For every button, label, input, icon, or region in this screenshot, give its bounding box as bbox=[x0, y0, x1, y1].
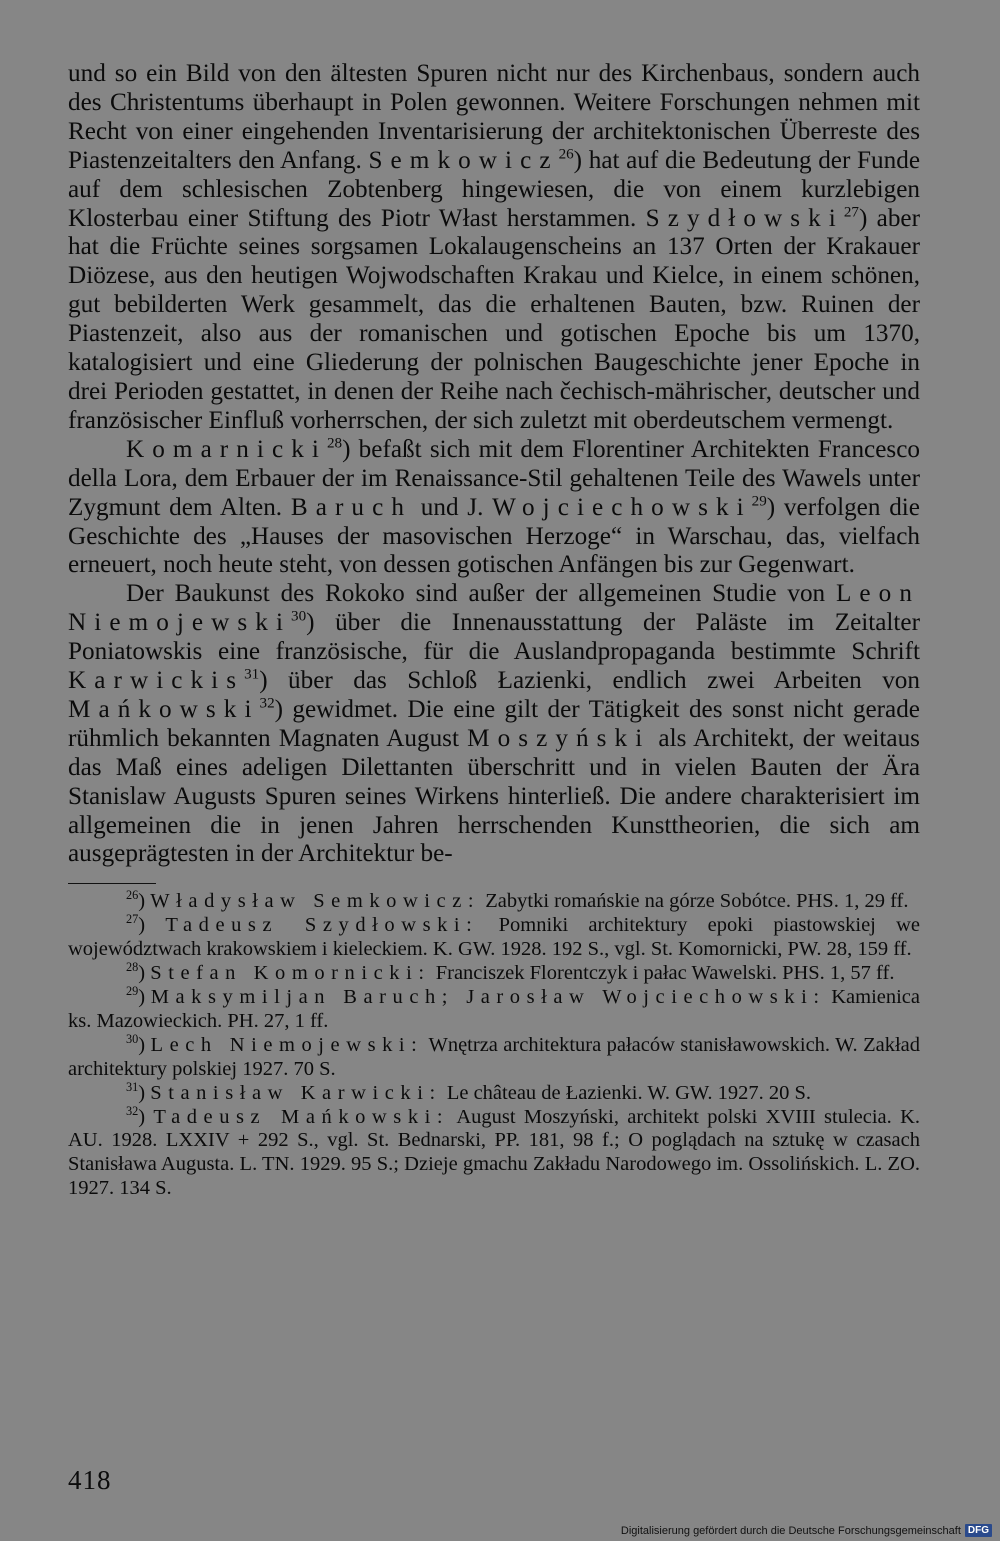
author-name: Tadeusz Mańkowski: bbox=[153, 1105, 450, 1128]
text-run: August Moszyński, architekt polski XVIII stulecia. K. AU. 1928. LXXIV + 292 S., vgl. St. Bednarski, PP. 181, 98 f.; O poglądach na sztukę w czasach Stanisława Augusta. L. TN. 1929. 95 S.; Dzieje gmachu Zakładu Narodowego im. Ossolińskich. L. ZO. 1927. 134 S. bbox=[68, 1105, 920, 1200]
text-run: ) bbox=[138, 986, 151, 1008]
footnote-26 bbox=[68, 890, 920, 914]
text-run: ) über das Schloß Łazienki, endlich zwei Arbeiten von bbox=[259, 667, 920, 695]
text-run: als Architekt, der weitaus das Maß eines adeligen Dilettanten überschritt und in vielen Bauten der Ära Stanislaw Augusts Spuren seines Wirkens hinterließ. Die andere charakterisiert im allgemeinen die in jenen Jahren herrschenden Kunsttheorien, die sich am ausgeprägtesten in der Architektur be- bbox=[68, 724, 920, 868]
page-number: 418 bbox=[68, 1465, 112, 1495]
text-run: ) bbox=[138, 962, 151, 985]
footnote-ref: 31 bbox=[244, 666, 260, 683]
text-run: ) bbox=[138, 890, 151, 913]
author-name: Szydłowski bbox=[645, 204, 844, 232]
footnote-ref: 26 bbox=[126, 888, 139, 903]
text-run: ) hat auf die Bedeutung der Funde auf dem schlesischen Zobtenberg hingewiesen, die von einem kurzlebigen Klosterbau einer Stiftung des Piotr Włast herstammen. bbox=[68, 146, 920, 232]
text-run: Kamienica ks. Mazowieckich. PH. 27, 1 ff. bbox=[68, 986, 921, 1032]
footnote-ref: 28 bbox=[126, 960, 139, 975]
footnote-ref: 32 bbox=[259, 695, 275, 712]
footnote-29 bbox=[68, 986, 920, 1034]
author-name: Stanisław Karwicki: bbox=[150, 1081, 442, 1104]
dfg-credit-strip bbox=[621, 1524, 992, 1537]
text-run: Pomniki architektury epoki piastowskiej we województwach krakowskiem i kieleckiem. K. GW. 1928. 192 S., vgl. St. Komornicki, PW. 28, 159 ff. bbox=[68, 914, 920, 961]
text-run: Le château de Łazienki. W. GW. 1927. 20 S. bbox=[441, 1081, 811, 1104]
footnote-ref: 29 bbox=[126, 984, 139, 999]
text-run: ) bbox=[138, 1105, 154, 1128]
body-text bbox=[68, 60, 920, 869]
text-run: ) verfolgen die Geschichte des „Hauses der masovischen Herzoge“ in Warschau, das, vielfach erneuert, noch heute steht, von dessen gotischen Anfängen bis zur Gegenwart. bbox=[68, 493, 920, 579]
text-run: ) über die Innenausstattung der Paläste im Zeitalter Poniatowskis eine französische, für die Auslandpropaganda bestimmte Schrift bbox=[68, 609, 920, 666]
footnotes bbox=[68, 890, 920, 1201]
footnote-divider bbox=[68, 883, 156, 884]
footnote-ref: 29 bbox=[751, 493, 767, 510]
footnote-27 bbox=[68, 914, 920, 962]
text-run: ) bbox=[138, 1033, 151, 1056]
text-run: Zabytki romańskie na górze Sobótce. PHS. 1, 29 ff. bbox=[480, 890, 909, 913]
author-name: Komarnicki bbox=[126, 435, 327, 463]
text-run: ) gewidmet. Die eine gilt der Tätigkeit des sonst nicht gerade rühmlich bekannten Magnaten August bbox=[68, 695, 920, 752]
text-run: ) bbox=[138, 914, 166, 937]
author-name: Wojciechowski bbox=[492, 493, 752, 521]
text-run: ) bbox=[138, 1081, 151, 1104]
footnote-32 bbox=[68, 1103, 920, 1202]
text-run: ) befaßt sich mit dem Florentiner Architekten Francesco della Lora, dem Erbauer der im Renaissance-Stil gehaltenen Teile des Wawels unter Zygmunt dem Alten. bbox=[68, 435, 920, 521]
footnote-31 bbox=[68, 1079, 920, 1106]
author-name: Semkowicz bbox=[368, 146, 559, 174]
page-content bbox=[68, 60, 920, 1201]
text-run: ) aber hat die Früchte seines sorgsamen Lokalaugenscheins an 137 Orten der Krakauer Diözese, aus den heutigen Wojwodschaften Krakau und Kielce, in einem schönen, gut bebilderten Werk gesammelt, das die erhaltenen Bauten, bzw. Ruinen der Piastenzeit, also aus der romanischen und gotischen Epoche bis um 1370, katalogisiert und eine Gliederung der polnischen Baugeschichte jener Epoche in drei Perioden gestattet, in denen der Reihe nach čechisch-mährischer, deutscher und französischer Einfluß vorherrschen, der sich zuletzt mit oberdeutschem vermengt. bbox=[68, 204, 920, 434]
dfg-credit-text: Digitalisierung gefördert durch die Deutsche Forschungsgemeinschaft bbox=[620, 1524, 961, 1537]
footnote-ref: 26 bbox=[558, 146, 574, 163]
author-name: Mańkowski bbox=[68, 695, 260, 723]
author-name: Stefan Komornicki: bbox=[150, 962, 431, 985]
footnote-ref: 31 bbox=[126, 1079, 139, 1094]
paragraph-3 bbox=[68, 580, 920, 869]
footnote-ref: 28 bbox=[326, 435, 343, 452]
text-run: und so ein Bild von den ältesten Spuren nicht nur des Kirchenbaus, sondern auch des Christentums überhaupt in Polen gewonnen. Weitere Forschungen nehmen mit Recht von einer eingehenden Inventarisierung der architektonischen Überreste des Piastenzeitalters den Anfang. bbox=[68, 60, 920, 174]
dfg-logo-icon: DFG bbox=[965, 1524, 992, 1537]
text-run: Wnętrza architektura pałaców stanisławowskich. W. Zakład architektury polskiej 1927. 70 S. bbox=[68, 1033, 920, 1080]
footnote-ref: 30 bbox=[126, 1031, 139, 1046]
footnote-ref: 27 bbox=[843, 204, 859, 221]
paragraph-2 bbox=[68, 436, 920, 581]
author-name: Moszyński bbox=[467, 724, 651, 752]
text-run: Der Baukunst des Rokoko sind außer der allgemeinen Studie von bbox=[126, 580, 836, 608]
footnote-ref: 27 bbox=[126, 912, 139, 927]
text-run: und J. bbox=[412, 493, 493, 521]
author-name: Karwickis bbox=[68, 667, 245, 695]
author-name: Lech Niemojewski: bbox=[150, 1033, 424, 1056]
author-name: Baruch bbox=[290, 493, 412, 521]
footnote-ref: 32 bbox=[126, 1103, 139, 1118]
footnote-ref: 30 bbox=[291, 608, 307, 625]
author-name: Tadeusz Szydłowski: bbox=[165, 914, 479, 937]
author-name: Władysław Semkowicz: bbox=[150, 890, 481, 913]
paragraph-1 bbox=[68, 60, 920, 436]
author-name: Leon Niemojewski bbox=[68, 580, 920, 637]
author-name: Maksymiljan Baruch; Jarosław Wojciechowski: bbox=[150, 986, 826, 1008]
footnote-28 bbox=[68, 962, 920, 986]
footnote-30 bbox=[68, 1031, 920, 1082]
text-run: Franciszek Florentczyk i pałac Wawelski. PHS. 1, 57 ff. bbox=[430, 962, 895, 985]
